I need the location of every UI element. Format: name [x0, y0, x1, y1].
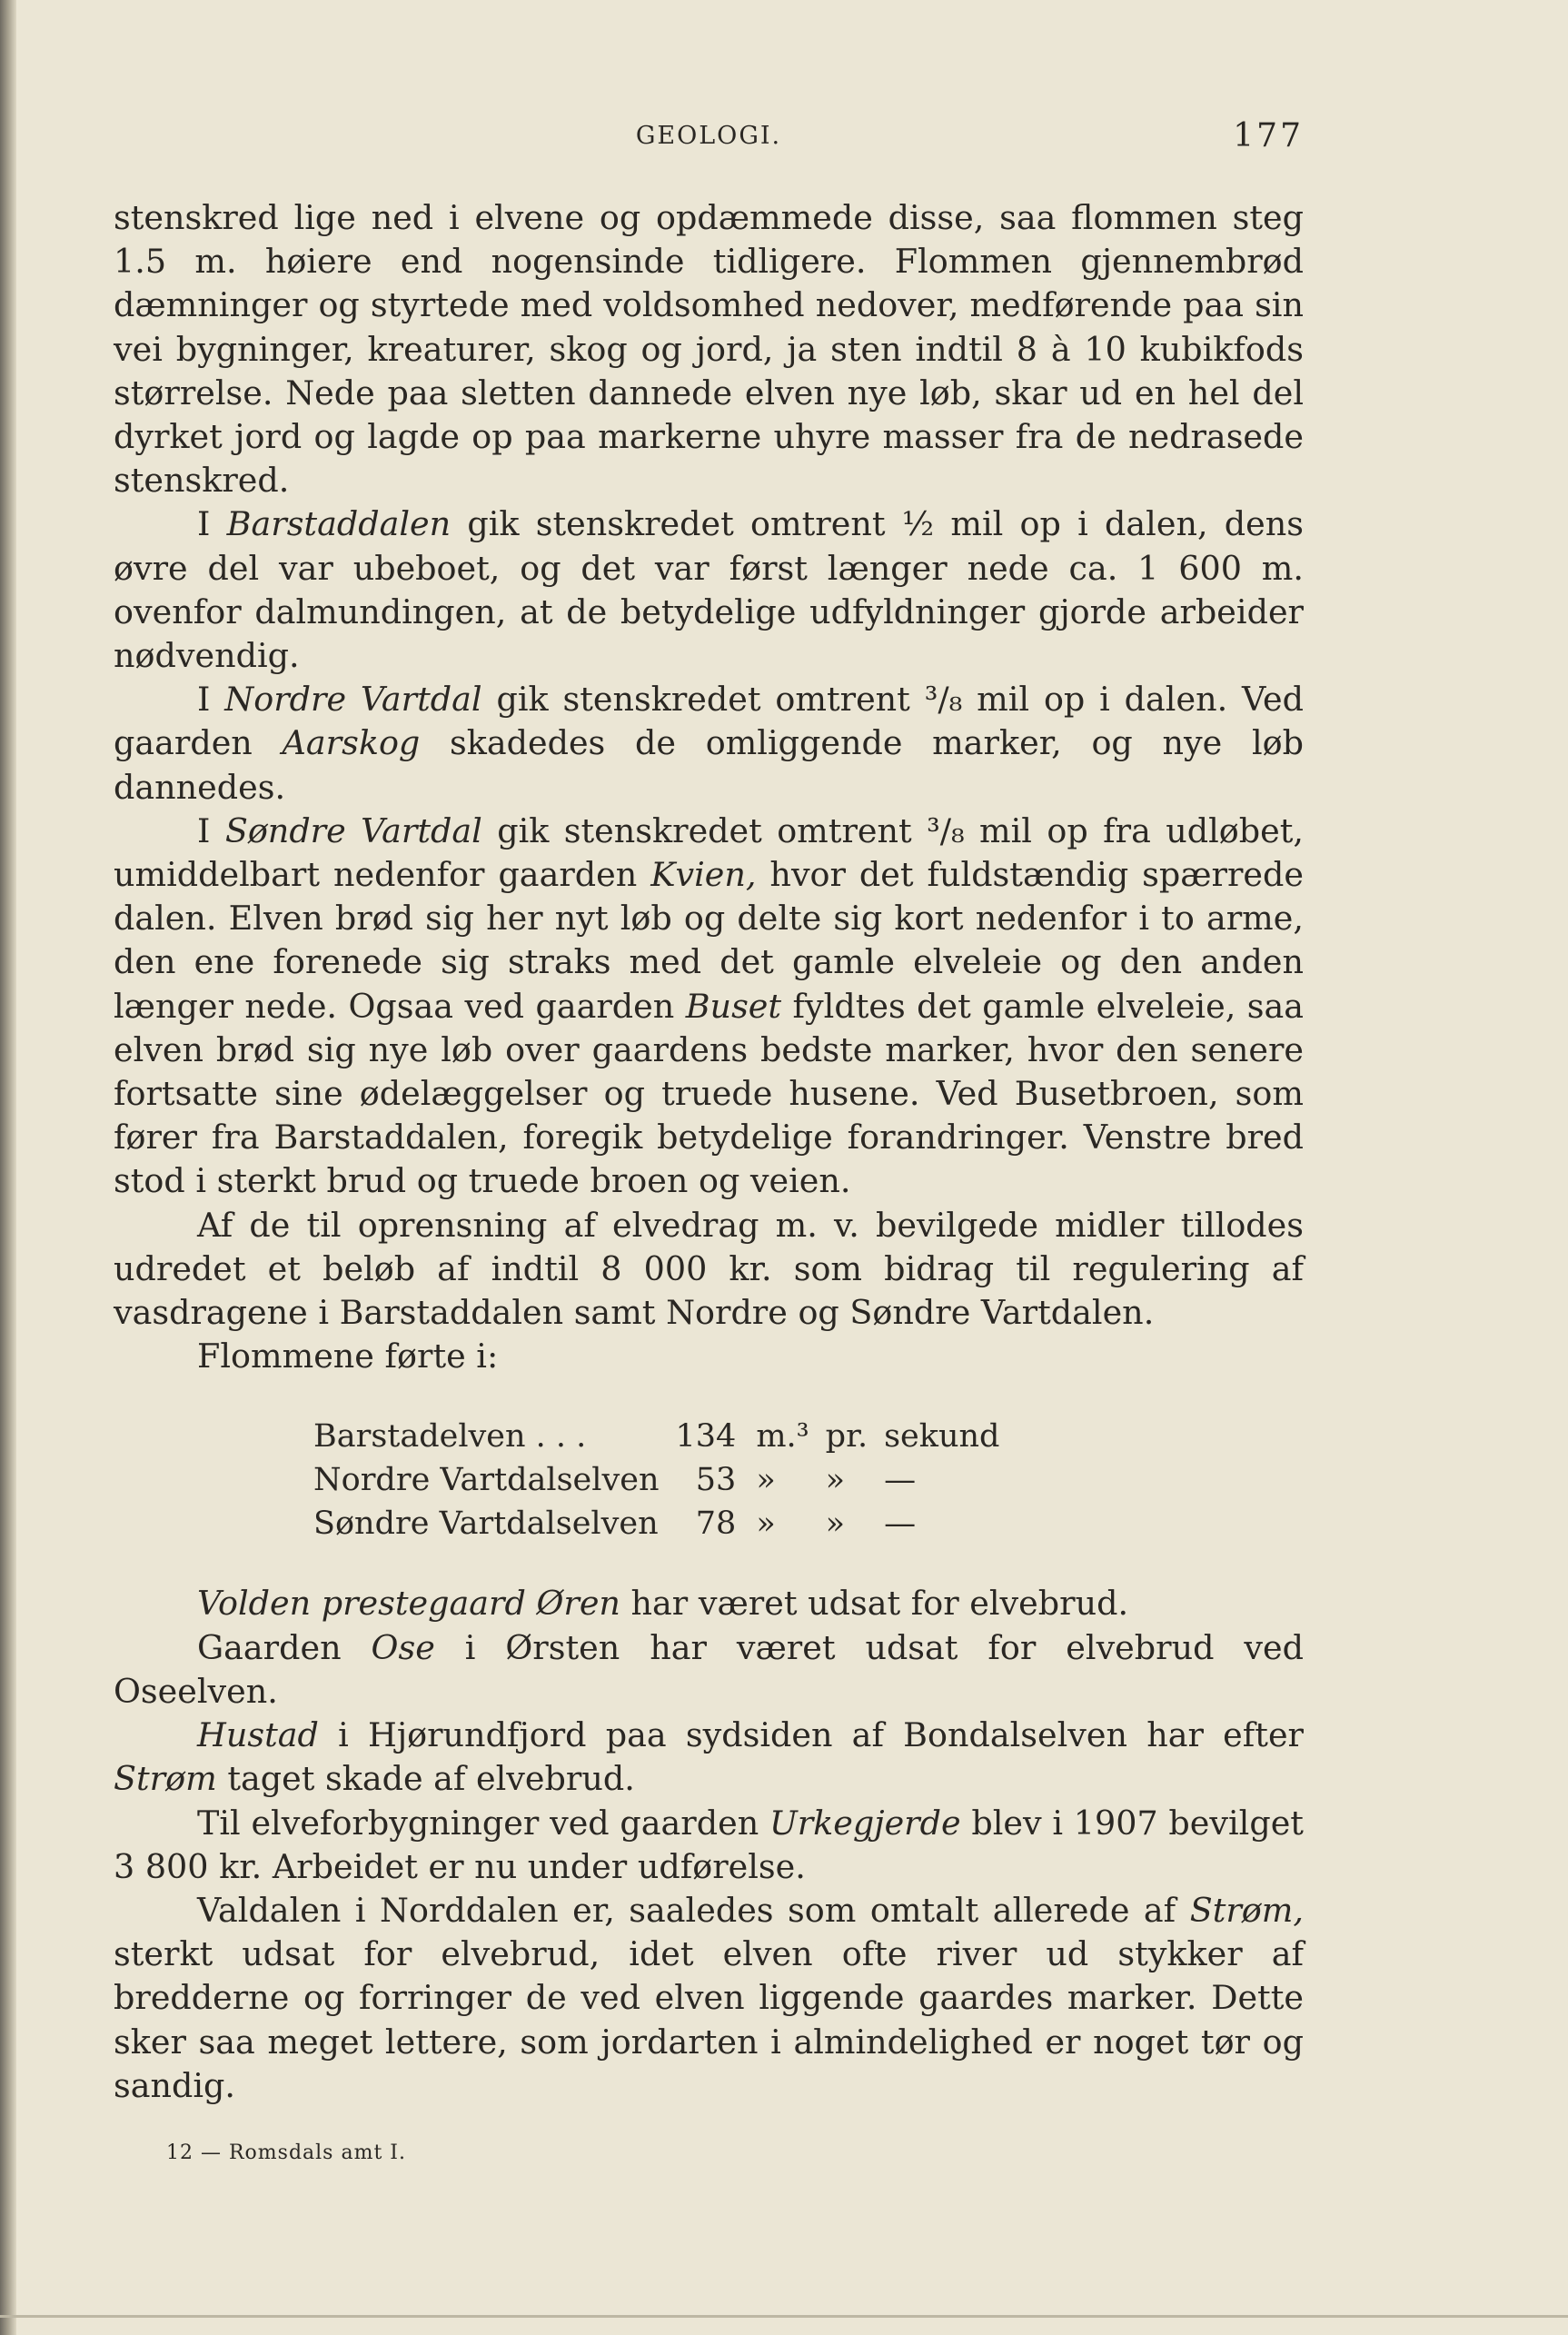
page-bottom-edge — [0, 2315, 1568, 2318]
table-row — [313, 1502, 1016, 1545]
text-run: gik stenskredet omtrent ³/₈ mil op fra udløbet, umiddelbart nedenfor gaarden — [114, 810, 1304, 895]
text-run: I — [197, 680, 225, 720]
flow-unit: » — [756, 1462, 776, 1499]
place-name: Kvien, — [650, 855, 757, 895]
flow-measure: — — [884, 1462, 917, 1499]
paragraph — [114, 1626, 1304, 1714]
text-run: i Ørsten har været udsat for elvebrud ved Oseelven. — [114, 1627, 1304, 1711]
text-run: Gaarden — [197, 1627, 372, 1667]
paragraph — [114, 1204, 1304, 1336]
place-name: Volden prestegaard Øren — [197, 1584, 620, 1624]
place-name: Strøm — [114, 1759, 217, 1799]
text-run: I — [197, 810, 225, 850]
text-run: I — [197, 504, 227, 544]
running-title: GEOLOGI. — [635, 122, 782, 150]
book-binding-edge — [0, 0, 16, 2335]
paragraph — [114, 810, 1304, 1204]
text-run: hvor det fuldstændig spærrede dalen. Elven brød sig her nyt løb og delte sig kort nedenfor i to arme, den ene forenede sig straks med det gamle elveleie og den anden længer nede. Ogsaa ved gaarden — [114, 855, 1304, 1026]
flow-per: » — [825, 1505, 846, 1543]
flow-per: pr. — [825, 1418, 868, 1456]
place-name: Buset — [685, 986, 782, 1026]
place-name: Urkegjerde — [769, 1803, 961, 1843]
text-run: sterkt udsat for elvebrud, idet elven ofte river ud stykker af bredderne og forringer de ved elven liggende gaardes marker. Dette sker saa meget lettere, som jordarten i almindelighed er noget tør og sandig. — [114, 1934, 1304, 2105]
flow-per: » — [825, 1462, 846, 1499]
flow-measure: sekund — [884, 1418, 1000, 1456]
table-row — [313, 1458, 1016, 1502]
text-run: fyldtes det gamle elveleie, saa elven brød sig nye løb over gaardens bedste marker, hvor den senere fortsatte sine ødelæggelser og truede husene. Ved Busetbroen, som fører fra Barstaddalen, foregik betydelige forandringer. Venstre bred stod i sterkt brud og truede broen og veien. — [114, 986, 1304, 1201]
place-name: Barstaddalen — [226, 504, 452, 544]
paragraph — [114, 1714, 1304, 1801]
flow-value: 134 — [675, 1418, 737, 1456]
place-name: Strøm, — [1189, 1890, 1304, 1930]
flow-unit: » — [756, 1505, 776, 1543]
paragraph — [114, 1889, 1304, 2108]
paragraph — [114, 196, 1304, 502]
text-run: Valdalen i Norddalen er, saaledes som omtalt allerede af — [197, 1890, 1190, 1930]
page-header — [114, 107, 1304, 154]
page-number: 177 — [1233, 117, 1304, 154]
paragraph — [114, 1335, 1304, 1378]
flow-value: 53 — [695, 1462, 737, 1499]
flow-unit: m.³ — [756, 1418, 809, 1456]
body-text-continued — [114, 1582, 1304, 2107]
text-run: Flommene førte i: — [197, 1336, 499, 1376]
body-text — [114, 196, 1304, 1378]
text-run: blev i 1907 bevilget 3 800 kr. Arbeidet er nu under udførelse. — [114, 1803, 1304, 1886]
paragraph — [114, 502, 1304, 678]
river-name: Barstadelven . . . — [313, 1418, 587, 1456]
paragraph — [114, 678, 1304, 810]
place-name: Nordre Vartdal — [224, 680, 482, 720]
book-page — [114, 107, 1304, 2175]
text-run: gik stenskredet omtrent ½ mil op i dalen, dens øvre del var ubeboet, og det var først længer nede ca. 1 600 m. ovenfor dalmundingen, at de betydelige udfyldninger gjorde arbeider nødvendig. — [114, 504, 1304, 676]
text-run: gik stenskredet omtrent ³/₈ mil op i dalen. Ved gaarden — [114, 680, 1305, 763]
flow-table — [313, 1415, 1016, 1545]
text-run: skadedes de omliggende marker, og nye løb dannedes. — [114, 723, 1304, 807]
place-name: Ose — [371, 1627, 435, 1667]
place-name: Hustad — [197, 1715, 319, 1755]
signature-footnote: 12 — Romsdals amt I. — [166, 2141, 406, 2164]
river-name: Nordre Vartdalselven — [313, 1462, 660, 1499]
text-run: stenskred lige ned i elvene og opdæmmede disse, saa flommen steg 1.5 m. høiere end nogensinde tidligere. Flommen gjennembrød dæmninger og styrtede med voldsomhed nedover, medførende paa sin vei bygninger, kreaturer, skog og jord, ja sten indtil 8 à 10 kubikfods størrelse. Nede paa sletten dannede elven nye løb, skar ud en hel del dyrket jord og lagde op paa markerne uhyre masser fra de nedrasede stenskred. — [114, 198, 1304, 501]
river-name: Søndre Vartdalselven — [313, 1505, 659, 1543]
place-name: Aarskog — [282, 723, 421, 763]
table-row — [313, 1415, 1016, 1458]
flow-measure: — — [884, 1505, 917, 1543]
text-run: har været udsat for elvebrud. — [620, 1584, 1129, 1624]
paragraph — [114, 1802, 1304, 1889]
place-name: Søndre Vartdal — [224, 810, 482, 850]
paragraph — [114, 1582, 1304, 1625]
flow-value: 78 — [695, 1505, 737, 1543]
text-run: taget skade af elvebrud. — [216, 1759, 635, 1799]
text-run: i Hjørundfjord paa sydsiden af Bondalselven har efter — [318, 1715, 1304, 1755]
text-run: Af de til oprensning af elvedrag m. v. bevilgede midler tillodes udredet et beløb af indtil 8 000 kr. som bidrag til regulering af vasdragene i Barstaddalen samt Nordre og Søndre Vartdalen. — [114, 1205, 1304, 1333]
text-run: Til elveforbygninger ved gaarden — [197, 1803, 769, 1843]
